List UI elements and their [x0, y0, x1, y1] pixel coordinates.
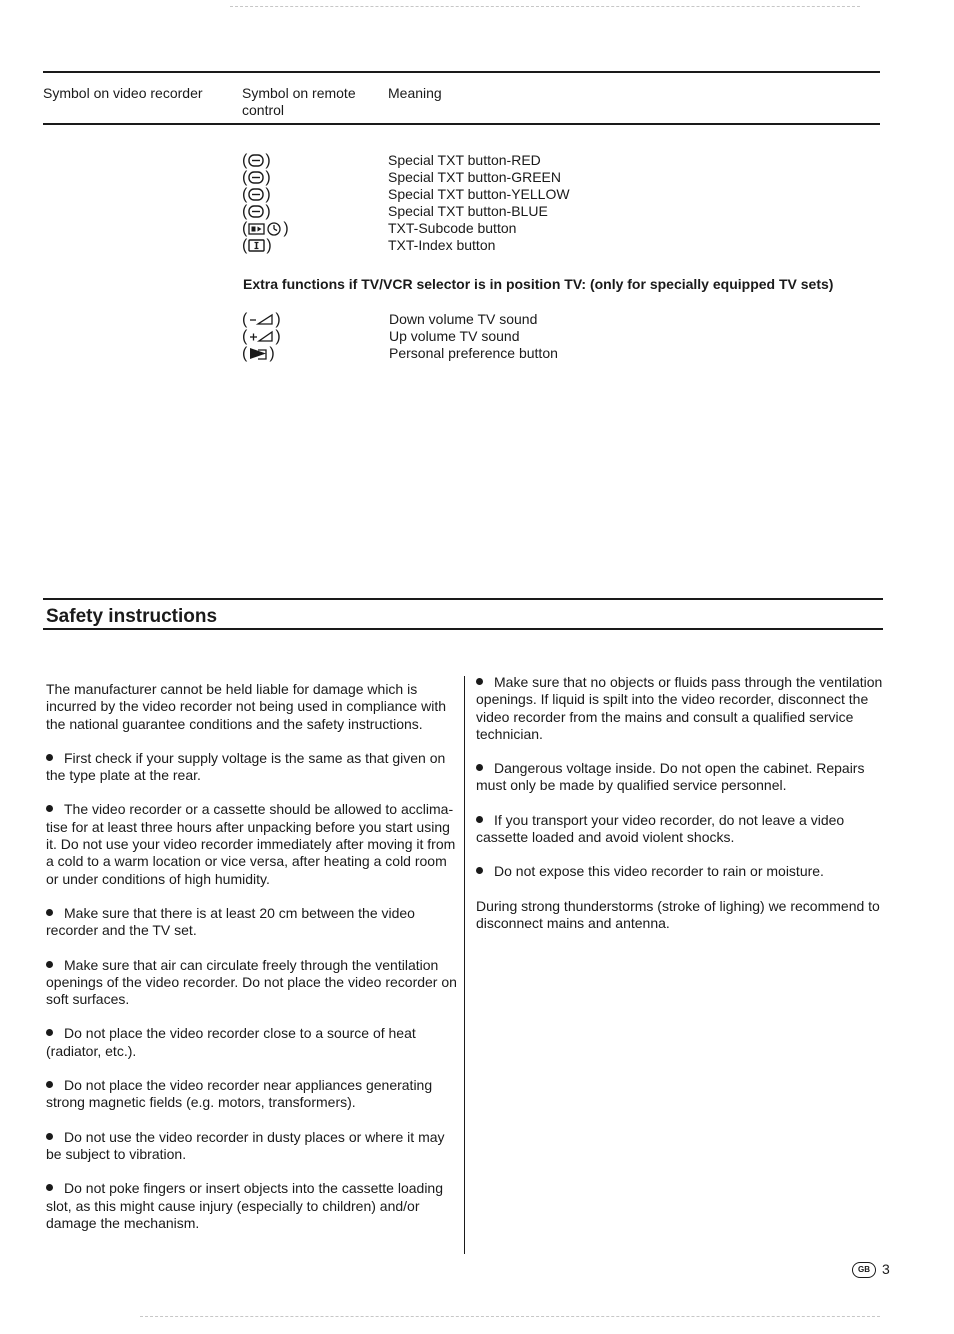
- list-item: Dangerous voltage inside. Do not open the cabinet. Repairs must only be made by qualified service personnel.: [476, 760, 865, 794]
- table-top-rule: [43, 71, 880, 73]
- volume-down-icon: ( ): [242, 311, 281, 328]
- column-divider: [464, 676, 465, 1254]
- scan-artifact-bottom: [140, 1316, 880, 1318]
- list-item: Make sure that no objects or fluids pass through the ventilation openings. If liquid is spilt into the video recorder, disconnect the video recorder from the mains and consult a qualified service technician.: [476, 674, 883, 742]
- row-meaning: Special TXT button-RED: [388, 152, 541, 168]
- bullet-icon: [46, 1133, 53, 1140]
- list-item: Do not place the video recorder near appliances generating strong magnetic fields (e.g. motors, transformers).: [46, 1077, 433, 1111]
- intro-paragraph: The manufacturer cannot be held liable for damage which is incurred by the video recorder not being used in compliance with the national guarantee conditions and the safety instructions.: [46, 681, 447, 732]
- bullet-icon: [476, 764, 483, 771]
- bullet-icon: [46, 961, 53, 968]
- section-title: Safety instructions: [46, 606, 218, 627]
- page-footer: [852, 1261, 890, 1278]
- bullet-icon: [46, 805, 53, 812]
- outro-paragraph: During strong thunderstorms (stroke of lighing) we recommend to disconnect mains and antenna.: [476, 897, 880, 931]
- bullet-icon: [46, 909, 53, 916]
- list-item: Make sure that air can circulate freely through the ventilation openings of the video recorder. Do not place the video recorder on soft surfaces.: [46, 956, 457, 1008]
- txt-index-icon: ( ): [242, 237, 272, 254]
- row-meaning: Up volume TV sound: [389, 328, 520, 344]
- volume-up-icon: ( ): [242, 328, 281, 345]
- row-meaning: Down volume TV sound: [389, 311, 538, 327]
- list-item: Do not poke fingers or insert objects into the cassette loading slot, as this might cause injury (especially to children) and/or damage the mechanism.: [46, 1180, 443, 1231]
- row-meaning: Special TXT button-BLUE: [388, 203, 548, 219]
- row-meaning: Personal preference button: [389, 345, 558, 361]
- list-item: If you transport your video recorder, do not leave a video cassette loaded and avoid violent shocks.: [476, 811, 845, 846]
- txt-green-button-icon: ( ): [242, 169, 271, 186]
- bullet-icon: [476, 816, 483, 823]
- bullet-icon: [46, 1029, 53, 1036]
- page-number: 3: [882, 1261, 890, 1277]
- row-meaning: Special TXT button-YELLOW: [388, 186, 570, 202]
- country-badge: GB: [852, 1262, 876, 1278]
- bullet-icon: [46, 754, 53, 761]
- bullet-icon: [476, 867, 483, 874]
- bullet-icon: [476, 678, 483, 685]
- row-meaning: TXT-Index button: [388, 237, 496, 253]
- extra-functions-heading: Extra functions if TV/VCR selector is in position TV: (only for specially equipped TV sets): [243, 276, 834, 292]
- bullet-icon: [46, 1081, 53, 1088]
- safety-left-column: [46, 681, 458, 1232]
- list-item: Do not use the video recorder in dusty places or where it may be subject to vibration.: [46, 1128, 445, 1162]
- list-item: The video recorder or a cassette should be allowed to acclimatise for at least three hours after unpacking before you start using it. Do not use your video recorder immediately after moving it from a cold to a warm location or vice versa, after heating a cold room or under conditions of high humidity.: [46, 801, 456, 887]
- header-meaning: Meaning: [388, 85, 442, 101]
- section-bottom-rule: [43, 628, 883, 630]
- txt-red-button-icon: ( ): [242, 152, 271, 169]
- row-meaning: TXT-Subcode button: [388, 220, 517, 236]
- list-item: Do not place the video recorder close to a source of heat (radiator, etc.).: [46, 1025, 416, 1059]
- list-item: Do not expose this video recorder to rain or moisture.: [476, 863, 888, 880]
- txt-subcode-icon: ( ): [242, 220, 289, 237]
- row-meaning: Special TXT button-GREEN: [388, 169, 562, 185]
- list-item: First check if your supply voltage is the same as that given on the type plate at the rear.: [46, 749, 446, 784]
- bullet-icon: [46, 1184, 53, 1191]
- safety-right-column: [476, 674, 888, 932]
- section-top-rule: [43, 598, 883, 600]
- txt-blue-button-icon: ( ): [242, 203, 271, 220]
- personal-preference-icon: ( ): [242, 345, 275, 362]
- scan-artifact-top: [230, 6, 860, 8]
- table-header-rule: [43, 123, 880, 125]
- txt-yellow-button-icon: ( ): [242, 186, 271, 203]
- header-video-recorder: Symbol on video recorder: [43, 85, 203, 101]
- list-item: Make sure that there is at least 20 cm between the video recorder and the TV set.: [46, 904, 415, 939]
- header-remote-control: Symbol on remote control: [242, 85, 356, 118]
